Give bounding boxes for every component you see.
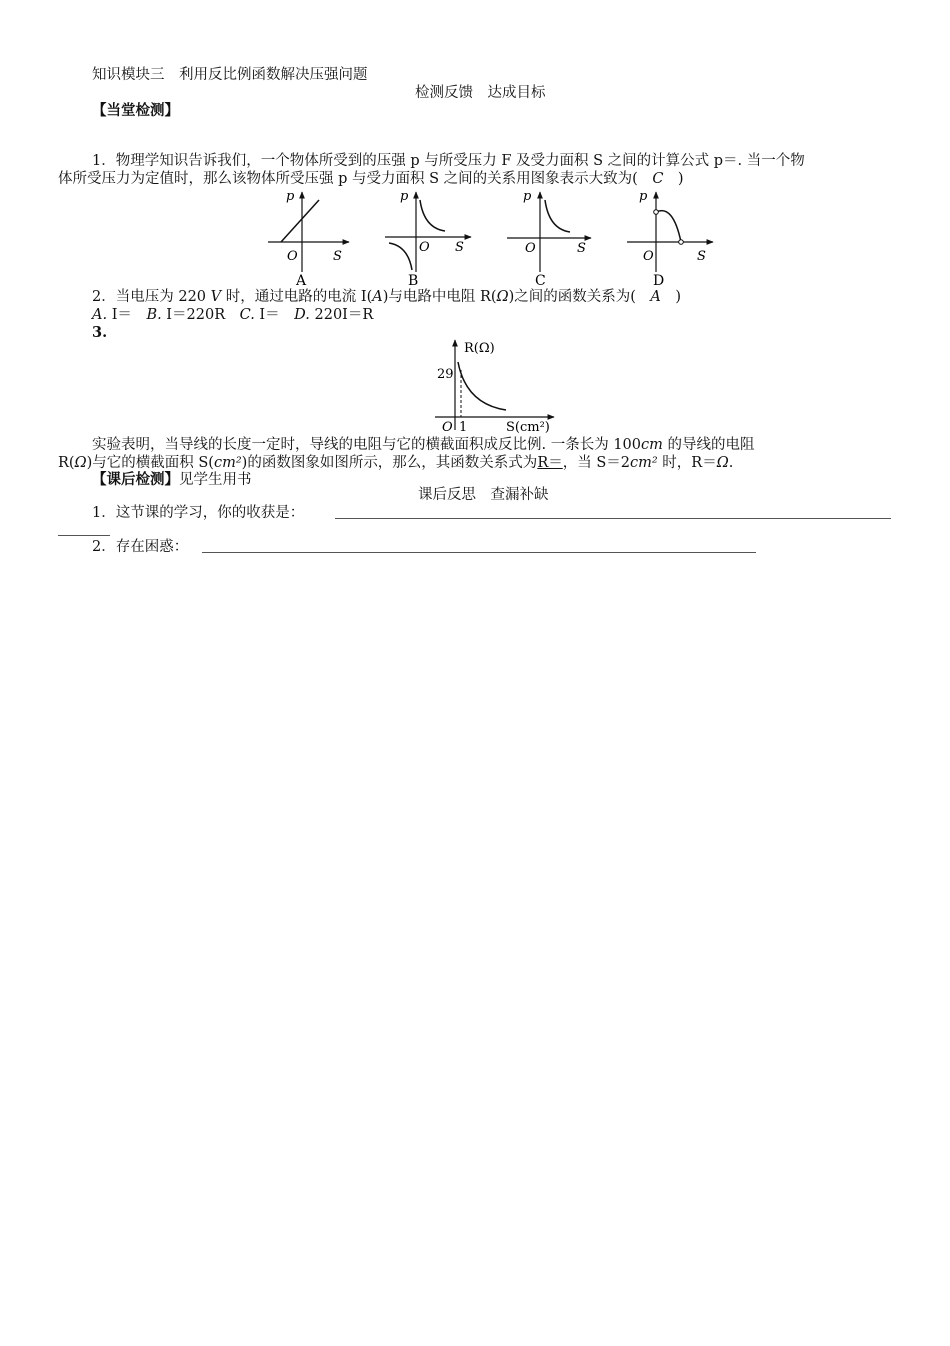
graph-a-letter: A <box>296 273 307 289</box>
module-title: 知识模块三 利用反比例函数解决压强问题 <box>92 67 368 83</box>
q2-line <box>92 288 681 306</box>
q3-unit-cm2-b: cm² <box>630 455 658 471</box>
q2-option-d-letter: D. <box>294 307 310 323</box>
q3-unit-ohm-b: Ω <box>716 455 729 471</box>
q3-text-c: R( <box>58 455 75 471</box>
q2-number: 2． <box>92 289 116 305</box>
q1-text-line2: 体所受压力为定值时，那么该物体所受压强 p 与受力面积 S 之间的关系用图象表示大致为( <box>58 171 653 187</box>
q3-line1 <box>92 436 755 454</box>
after-class-line <box>92 471 252 489</box>
q3-text-d: )与它的横截面积 S( <box>86 455 214 471</box>
q2-close: ) <box>660 289 682 305</box>
graph-a-p-label: p <box>286 189 295 204</box>
q3-number: 3. <box>92 324 108 341</box>
reflect-gain-label: 1．这节课的学习，你的收获是： <box>92 505 305 521</box>
graph-c-letter: C <box>535 273 546 289</box>
reflect-confusion-label: 2．存在困惑： <box>92 539 189 555</box>
graph-b-p-label: p <box>400 189 409 204</box>
q1-close: ) <box>663 171 684 187</box>
graph-c <box>505 189 600 289</box>
q2-option-b-letter: B. <box>146 307 162 323</box>
q3-text-g: 时，R＝ <box>657 455 717 471</box>
q3-text-f: ，当 S＝2 <box>562 455 631 471</box>
q3-graph-curve <box>458 362 506 410</box>
q3-graph-y-tick: 29 <box>437 367 454 382</box>
reflect-confusion-answer-line[interactable] <box>202 552 756 553</box>
graph-d-open-point-top <box>654 210 659 215</box>
q3-unit-cm: cm <box>641 437 663 453</box>
q3-text-b: 的导线的电阻 <box>662 437 755 453</box>
q3-unit-ohm: Ω <box>74 455 87 471</box>
reflect-gain-answer-line-cont[interactable] <box>58 535 110 536</box>
q2-text-b: 时，通过电路的电流 I( <box>221 289 373 305</box>
q3-graph-x-label: S(cm²) <box>506 420 550 435</box>
after-class-check-heading: 【课后检测】 <box>92 471 179 488</box>
q3-text-h: . <box>728 455 734 471</box>
graph-c-origin: O <box>525 241 536 256</box>
q2-option-a: I＝ <box>107 307 147 323</box>
q3-graph-y-label: R(Ω) <box>464 341 495 356</box>
graph-d-s-label: S <box>697 249 706 264</box>
q1-line1 <box>92 152 805 170</box>
graph-a-origin: O <box>287 249 298 264</box>
reflect-gain-answer-line[interactable] <box>335 518 891 519</box>
section-title-reflection: 课后反思 查漏补缺 <box>418 487 549 503</box>
q2-unit-a: A <box>372 289 383 305</box>
graph-d-curve <box>656 211 681 242</box>
graph-a-s-label: S <box>333 249 342 264</box>
in-class-check-heading: 【当堂检测】 <box>92 102 179 119</box>
q3-unit-cm2: cm² <box>213 455 242 471</box>
q2-text-d: )之间的函数关系为( <box>508 289 651 305</box>
q3-text-e: )的函数图象如图所示，那么，其函数关系式为 <box>241 455 538 471</box>
graph-b-branch-right <box>420 200 445 231</box>
q2-unit-v: V <box>210 289 222 305</box>
q1-answer: C <box>652 171 664 187</box>
graph-b <box>383 189 478 289</box>
q2-option-b: I＝220R <box>161 307 240 323</box>
q2-text-c: )与电路中电阻 R( <box>382 289 497 305</box>
graph-d-letter: D <box>653 273 665 289</box>
q1-text-line1: 物理学知识告诉我们，一个物体所受到的压强 p 与所受压力 F 及受力面积 S 之间的计算公式 p＝. 当一个物 <box>115 153 805 169</box>
q2-option-c: I＝ <box>254 307 295 323</box>
graph-c-p-label: p <box>523 189 532 204</box>
q2-option-d: 220I＝R <box>309 307 374 323</box>
q2-answer: A <box>650 289 661 305</box>
graph-b-s-label: S <box>455 240 464 255</box>
graph-c-curve <box>545 200 570 232</box>
graph-a <box>265 189 355 289</box>
q1-line2 <box>58 170 684 188</box>
section-title-feedback: 检测反馈 达成目标 <box>415 85 546 101</box>
graph-a-line <box>281 200 319 242</box>
q2-options <box>92 306 373 324</box>
q3-text-a: 实验表明，当导线的长度一定时，导线的电阻与它的横截面积成反比例. 一条长为 100 <box>92 437 642 453</box>
graph-b-branch-left <box>389 243 412 270</box>
graph-d <box>625 189 720 289</box>
graph-c-s-label: S <box>577 241 586 256</box>
q2-option-a-letter: A. <box>92 307 108 323</box>
q1-number: 1． <box>92 153 116 169</box>
q3-graph-origin: O <box>442 420 453 435</box>
after-class-check-text: 见学生用书 <box>179 472 252 488</box>
graph-b-origin: O <box>419 240 430 255</box>
q3-line2 <box>58 454 733 472</box>
graph-d-open-point-right <box>679 240 684 245</box>
graph-b-letter: B <box>408 273 419 289</box>
q3-graph <box>430 338 570 438</box>
q2-text-a: 当电压为 220 <box>115 289 211 305</box>
q3-answer-formula: R＝ <box>537 455 563 471</box>
q3-graph-x-tick: 1 <box>459 420 468 435</box>
graph-d-origin: O <box>643 249 654 264</box>
graph-d-p-label: p <box>639 189 648 204</box>
q2-unit-ohm: Ω <box>496 289 509 305</box>
q2-option-c-letter: C. <box>239 307 255 323</box>
